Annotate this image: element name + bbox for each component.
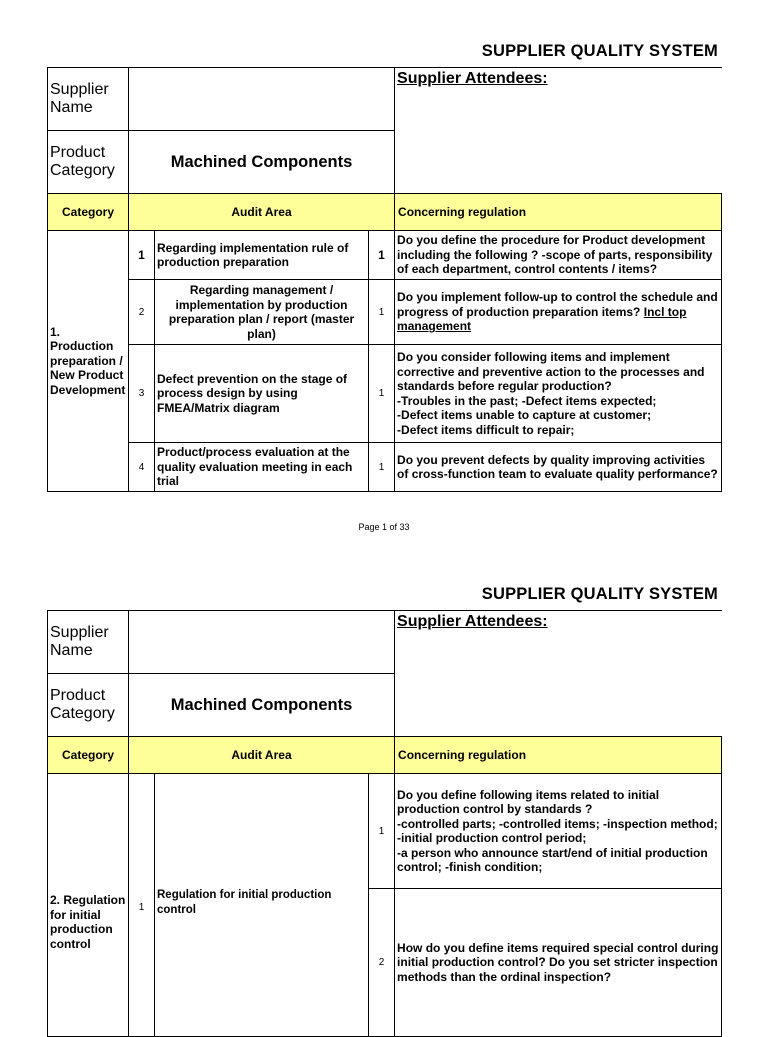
supplier-name-label: Supplier Name — [48, 68, 129, 131]
product-category-value: Machined Components — [129, 131, 395, 194]
table-row — [48, 774, 722, 889]
category-cell: 1. Production preparation / New Product Development — [48, 231, 129, 492]
header-category: Category — [48, 737, 129, 774]
regulation-number: 2 — [369, 889, 395, 1037]
category-text: 2. Regulation for initial production control — [50, 893, 126, 951]
regulation-text-main: Do you implement follow-up to control the schedule and progress of production preparation items? — [397, 290, 718, 319]
regulation-line: -a person who announce start/end of initial production control; -finish condition; — [397, 845, 708, 874]
audit-area-number: 1 — [129, 231, 155, 280]
regulation-text: How do you define items required special control during initial production control? Do you set stricter inspection methods than the ordinal inspection? — [395, 889, 722, 1037]
header-concerning-regulation: Concerning regulation — [395, 737, 722, 774]
audit-area-number-text: 1 — [138, 902, 145, 913]
regulation-text — [395, 280, 722, 345]
supplier-name-field[interactable] — [129, 68, 395, 131]
supplier-attendees-label: Supplier Attendees: — [395, 611, 722, 737]
table-row — [48, 231, 722, 280]
header-audit-area: Audit Area — [129, 737, 395, 774]
regulation-number: 1 — [369, 774, 395, 889]
audit-area-text: Regarding implementation rule of production preparation — [155, 231, 369, 280]
audit-table — [47, 67, 722, 492]
audit-area-number: 2 — [129, 280, 155, 345]
regulation-number: 1 — [369, 345, 395, 443]
regulation-line: -Defect items unable to capture at customer; — [397, 408, 652, 422]
regulation-number: 1 — [369, 443, 395, 492]
page-title: SUPPLIER QUALITY SYSTEM — [481, 585, 718, 603]
table-row — [48, 443, 722, 492]
audit-area-text: Defect prevention on the stage of process design by using FMEA/Matrix diagram — [155, 345, 369, 443]
table-row — [48, 345, 722, 443]
header-audit-area: Audit Area — [129, 194, 395, 231]
table-row — [48, 280, 722, 345]
regulation-number: 1 — [369, 280, 395, 345]
audit-area-number: 3 — [129, 345, 155, 443]
audit-sheet — [47, 610, 721, 1037]
audit-area-number — [129, 774, 155, 1037]
supplier-name-label: Supplier Name — [48, 611, 129, 674]
regulation-number: 1 — [369, 231, 395, 280]
regulation-line: -controlled parts; -controlled items; -inspection method; — [397, 816, 718, 831]
audit-area-text — [155, 774, 369, 1037]
page-footer: Page 1 of 33 — [358, 522, 410, 532]
regulation-text: Do you define the procedure for Product development including the following ? -scope of parts, responsibility of each department, control contents / items? — [395, 231, 722, 280]
product-category-value: Machined Components — [129, 674, 395, 737]
category-cell — [48, 774, 129, 1037]
regulation-text: Do you prevent defects by quality improving activities of cross-function team to evaluate quality performance? — [395, 443, 722, 492]
regulation-line: Do you define following items related to initial production control by standards ? — [397, 787, 660, 816]
regulation-line: -Defect items difficult to repair; — [397, 422, 575, 437]
product-category-label: Product Category — [48, 131, 129, 194]
regulation-text — [395, 774, 722, 889]
table-header-row — [48, 737, 722, 774]
regulation-line: -Troubles in the past; -Defect items expected; — [397, 393, 657, 408]
audit-area-text: Regarding management / implementation by production preparation plan / report (master plan) — [155, 280, 369, 345]
table-header-row — [48, 194, 722, 231]
supplier-attendees-label: Supplier Attendees: — [395, 68, 722, 194]
regulation-text — [395, 345, 722, 443]
header-concerning-regulation: Concerning regulation — [395, 194, 722, 231]
regulation-line: -initial production control period; — [397, 831, 587, 845]
page-title: SUPPLIER QUALITY SYSTEM — [481, 42, 718, 60]
audit-area-text: Product/process evaluation at the quality evaluation meeting in each trial — [155, 443, 369, 492]
audit-sheet — [47, 67, 721, 492]
header-category: Category — [48, 194, 129, 231]
supplier-name-field[interactable] — [129, 611, 395, 674]
product-category-label: Product Category — [48, 674, 129, 737]
audit-table — [47, 610, 722, 1037]
audit-area-number: 4 — [129, 443, 155, 492]
regulation-line: Do you consider following items and implement corrective and preventive action to the processes and standards before regular production? — [397, 350, 705, 393]
regulation-text-underlined: Incl top management — [397, 304, 687, 334]
audit-area-text-value: Regulation for initial production control — [157, 889, 332, 916]
